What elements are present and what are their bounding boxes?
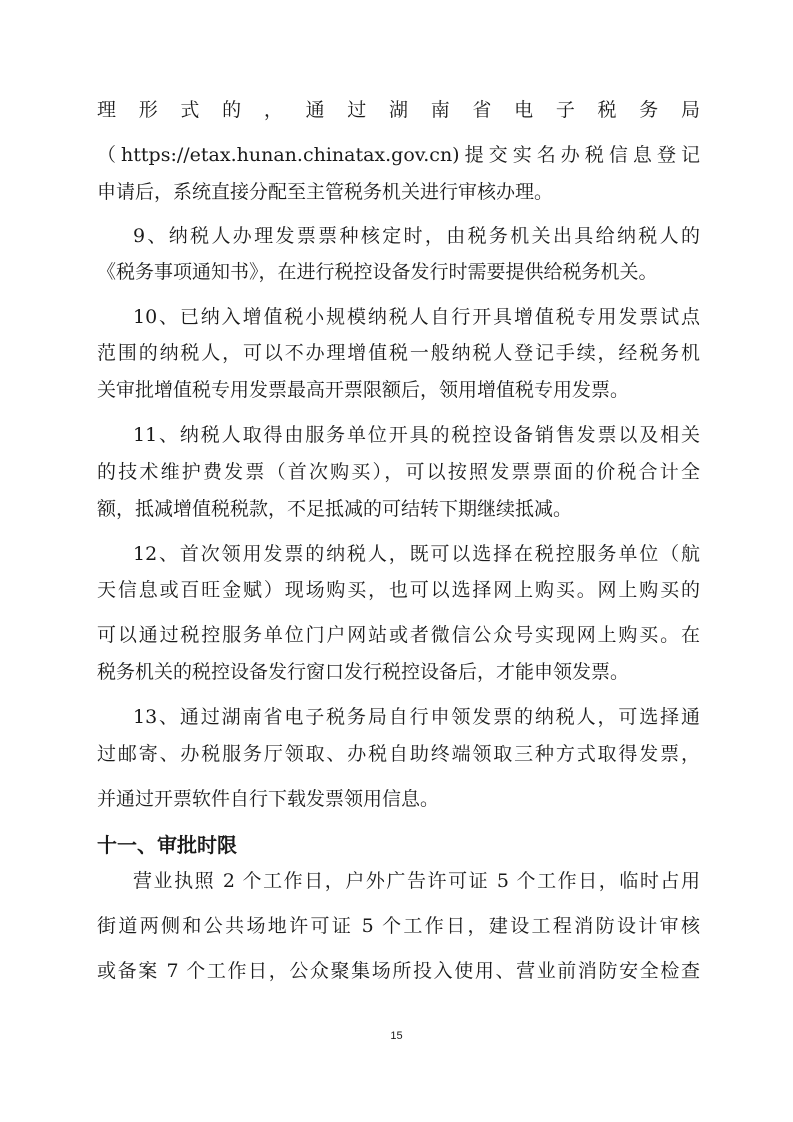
- paragraph-line: 并通过开票软件自行下载发票领用信息。: [97, 788, 440, 810]
- paragraph-line: 申请后，系统直接分配至主管税务机关进行审核办理。: [97, 181, 554, 203]
- paragraph-line: 的技术维护费发票（首次购买），可以按照发票票面的价税合计全: [97, 461, 700, 483]
- paragraph-line: 过邮寄、办税服务厅领取、办税自助终端领取三种方式取得发票，: [97, 743, 700, 765]
- paragraph-line: 9、纳税人办理发票票种核定时，由税务机关出具给纳税人的: [133, 225, 700, 247]
- paragraph-line: 天信息或百旺金赋）现场购买，也可以选择网上购买。网上购买的: [97, 579, 700, 601]
- paragraph-line: 额，抵减增值税税款，不足抵减的可结转下期继续抵减。: [97, 498, 573, 520]
- paragraph-line: （https://etax.hunan.chinatax.gov.cn)提交实名办税信息登记: [97, 144, 700, 166]
- paragraph-line: 营业执照 2 个工作日，户外广告许可证 5 个工作日，临时占用: [133, 870, 700, 892]
- paragraph-line: 13、通过湖南省电子税务局自行申领发票的纳税人，可选择通: [133, 706, 700, 728]
- paragraph-line: 范围的纳税人，可以不办理增值税一般纳税人登记手续，经税务机: [97, 342, 700, 364]
- section-heading: 十一、审批时限: [97, 833, 237, 857]
- paragraph-line: 税务机关的税控设备发行窗口发行税控设备后，才能申领发票。: [97, 661, 630, 683]
- paragraph-line: 《税务事项通知书》，在进行税控设备发行时需要提供给税务机关。: [97, 261, 658, 283]
- paragraph-line: 可以通过税控服务单位门户网站或者微信公众号实现网上购买。在: [97, 624, 700, 646]
- paragraph-line: 街道两侧和公共场地许可证 5 个工作日，建设工程消防设计审核: [97, 915, 700, 937]
- page-number: 15: [390, 1030, 403, 1042]
- paragraph-line: 或备案 7 个工作日，公众聚集场所投入使用、营业前消防安全检查: [97, 960, 700, 982]
- paragraph-line: 11、纳税人取得由服务单位开具的税控设备销售发票以及相关: [133, 424, 700, 446]
- paragraph-line: 理形式的，通过湖南省电子税务局: [97, 99, 700, 121]
- paragraph-line: 12、首次领用发票的纳税人，既可以选择在税控服务单位（航: [133, 543, 700, 565]
- paragraph-line: 10、已纳入增值税小规模纳税人自行开具增值税专用发票试点: [133, 306, 700, 328]
- paragraph-line: 关审批增值税专用发票最高开票限额后，领用增值税专用发票。: [97, 379, 630, 401]
